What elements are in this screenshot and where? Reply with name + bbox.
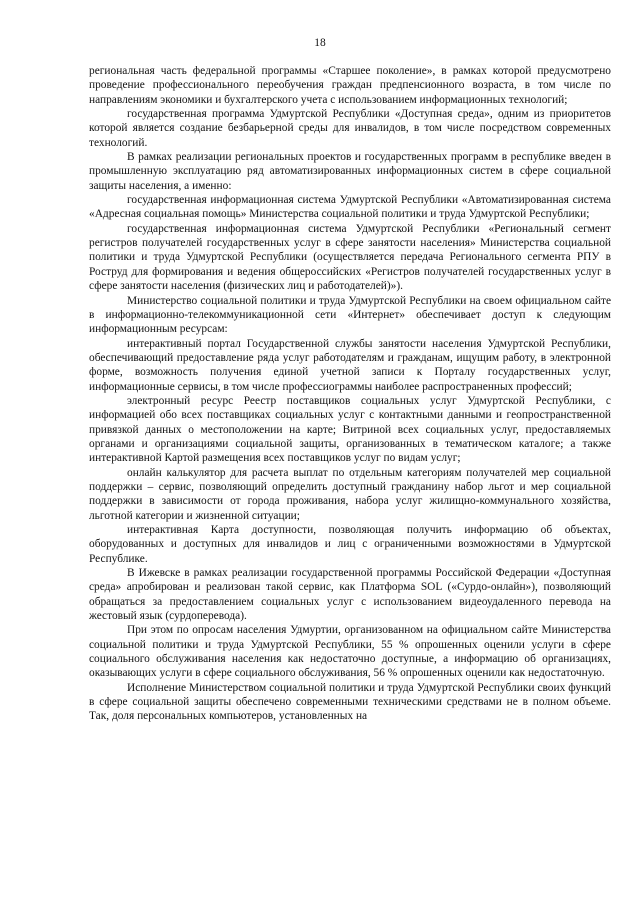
paragraph: государственная программа Удмуртской Республики «Доступная среда», одним из приоритетов которой является создание безбарьерной среды для инвалидов, в том числе посредством современных технологий. (89, 108, 611, 149)
paragraph: интерактивный портал Государственной службы занятости населения Удмуртской Республики, обеспечивающий предоставление ряда услуг работодателям и гражданам, ищущим работу, в электронной форме, возможность получения единой учетной записи к Порталу государственных услуг, информационные сервисы, в том числе профессиограммы наиболее распространенных профессий; (89, 337, 611, 393)
paragraph: электронный ресурс Реестр поставщиков социальных услуг Удмуртской Республики, с информацией обо всех поставщиках социальных услуг с контактными данными и геопространственной привязкой данных о местоположении на карте; Витриной всех социальных услуг, предоставляемых органами и организациями социальной защиты, организованных в тематическом каталоге; а также интерактивной Картой размещения всех поставщиков услуг по видам услуг; (89, 394, 611, 465)
paragraph: региональная часть федеральной программы «Старшее поколение», в рамках которой предусмотрено проведение профессионального переобучения граждан предпенсионного возраста, в том числе по направлениям экономики и бухгалтерского учета с использованием информационных технологий; (89, 65, 611, 106)
paragraph: государственная информационная система Удмуртской Республики «Региональный сегмент регистров получателей государственных услуг в сфере занятости населения» Министерства социальной политики и труда Удмуртской Республики (осуществляется передача Регионального сегмента РПУ в Роструд для формирования и ведения общероссийских «Регистров получателей государственных услуг в сфере занятости населения (физических лиц и работодателей)»). (89, 222, 611, 293)
paragraph: Исполнение Министерством социальной политики и труда Удмуртской Республики своих функций в сфере социальной защиты обеспечено современными техническими средствами не в полном объеме. Так, доля персональных компьютеров, установленных на (89, 681, 611, 723)
page-number: 18 (314, 37, 326, 49)
paragraph: В рамках реализации региональных проектов и государственных программ в республике введен в промышленную эксплуатацию ряд автоматизированных информационных систем в сфере социальной защиты населения, а именно: (89, 151, 611, 192)
paragraph: В Ижевске в рамках реализации государственной программы Российской Федерации «Доступная среда» апробирован и реализован такой сервис, как Платформа SOL («Сурдо-онлайн»), позволяющий обращаться за предоставлением социальных услуг с использованием видеоудаленного перевода на жестовый язык (сурдоперевода). (89, 567, 611, 623)
paragraph: При этом по опросам населения Удмуртии, организованном на официальном сайте Министерства социальной политики и труда Удмуртской Республики, 55 % опрошенных оценили услуги в сфере социального обслуживания населения как недостаточно доступные, а информацию об организациях, оказывающих услуги в сфере социального обслуживания, 56 % опрошенных оценили как недостаточную. (89, 624, 611, 680)
paragraph: онлайн калькулятор для расчета выплат по отдельным категориям получателей мер социальной поддержки – сервис, позволяющий определить доступный гражданину набор льгот и мер социальной поддержки в зависимости от города проживания, набора услуг жилищно-коммунального хозяйства, льготной категории и жизненной ситуации; (89, 466, 611, 522)
paragraph: интерактивная Карта доступности, позволяющая получить информацию об объектах, оборудованных и доступных для инвалидов и лиц с ограниченными возможностями в Удмуртской Республике. (89, 524, 611, 565)
paragraph: Министерство социальной политики и труда Удмуртской Республики на своем официальном сайте в информационно-телекоммуникационной сети «Интернет» обеспечивает доступ к следующим информационным ресурсам: (89, 294, 611, 336)
body-text (89, 64, 611, 724)
paragraph: государственная информационная система Удмуртской Республики «Автоматизированная система «Адресная социальная помощь» Министерства социальной политики и труда Удмуртской Республики; (89, 194, 611, 221)
